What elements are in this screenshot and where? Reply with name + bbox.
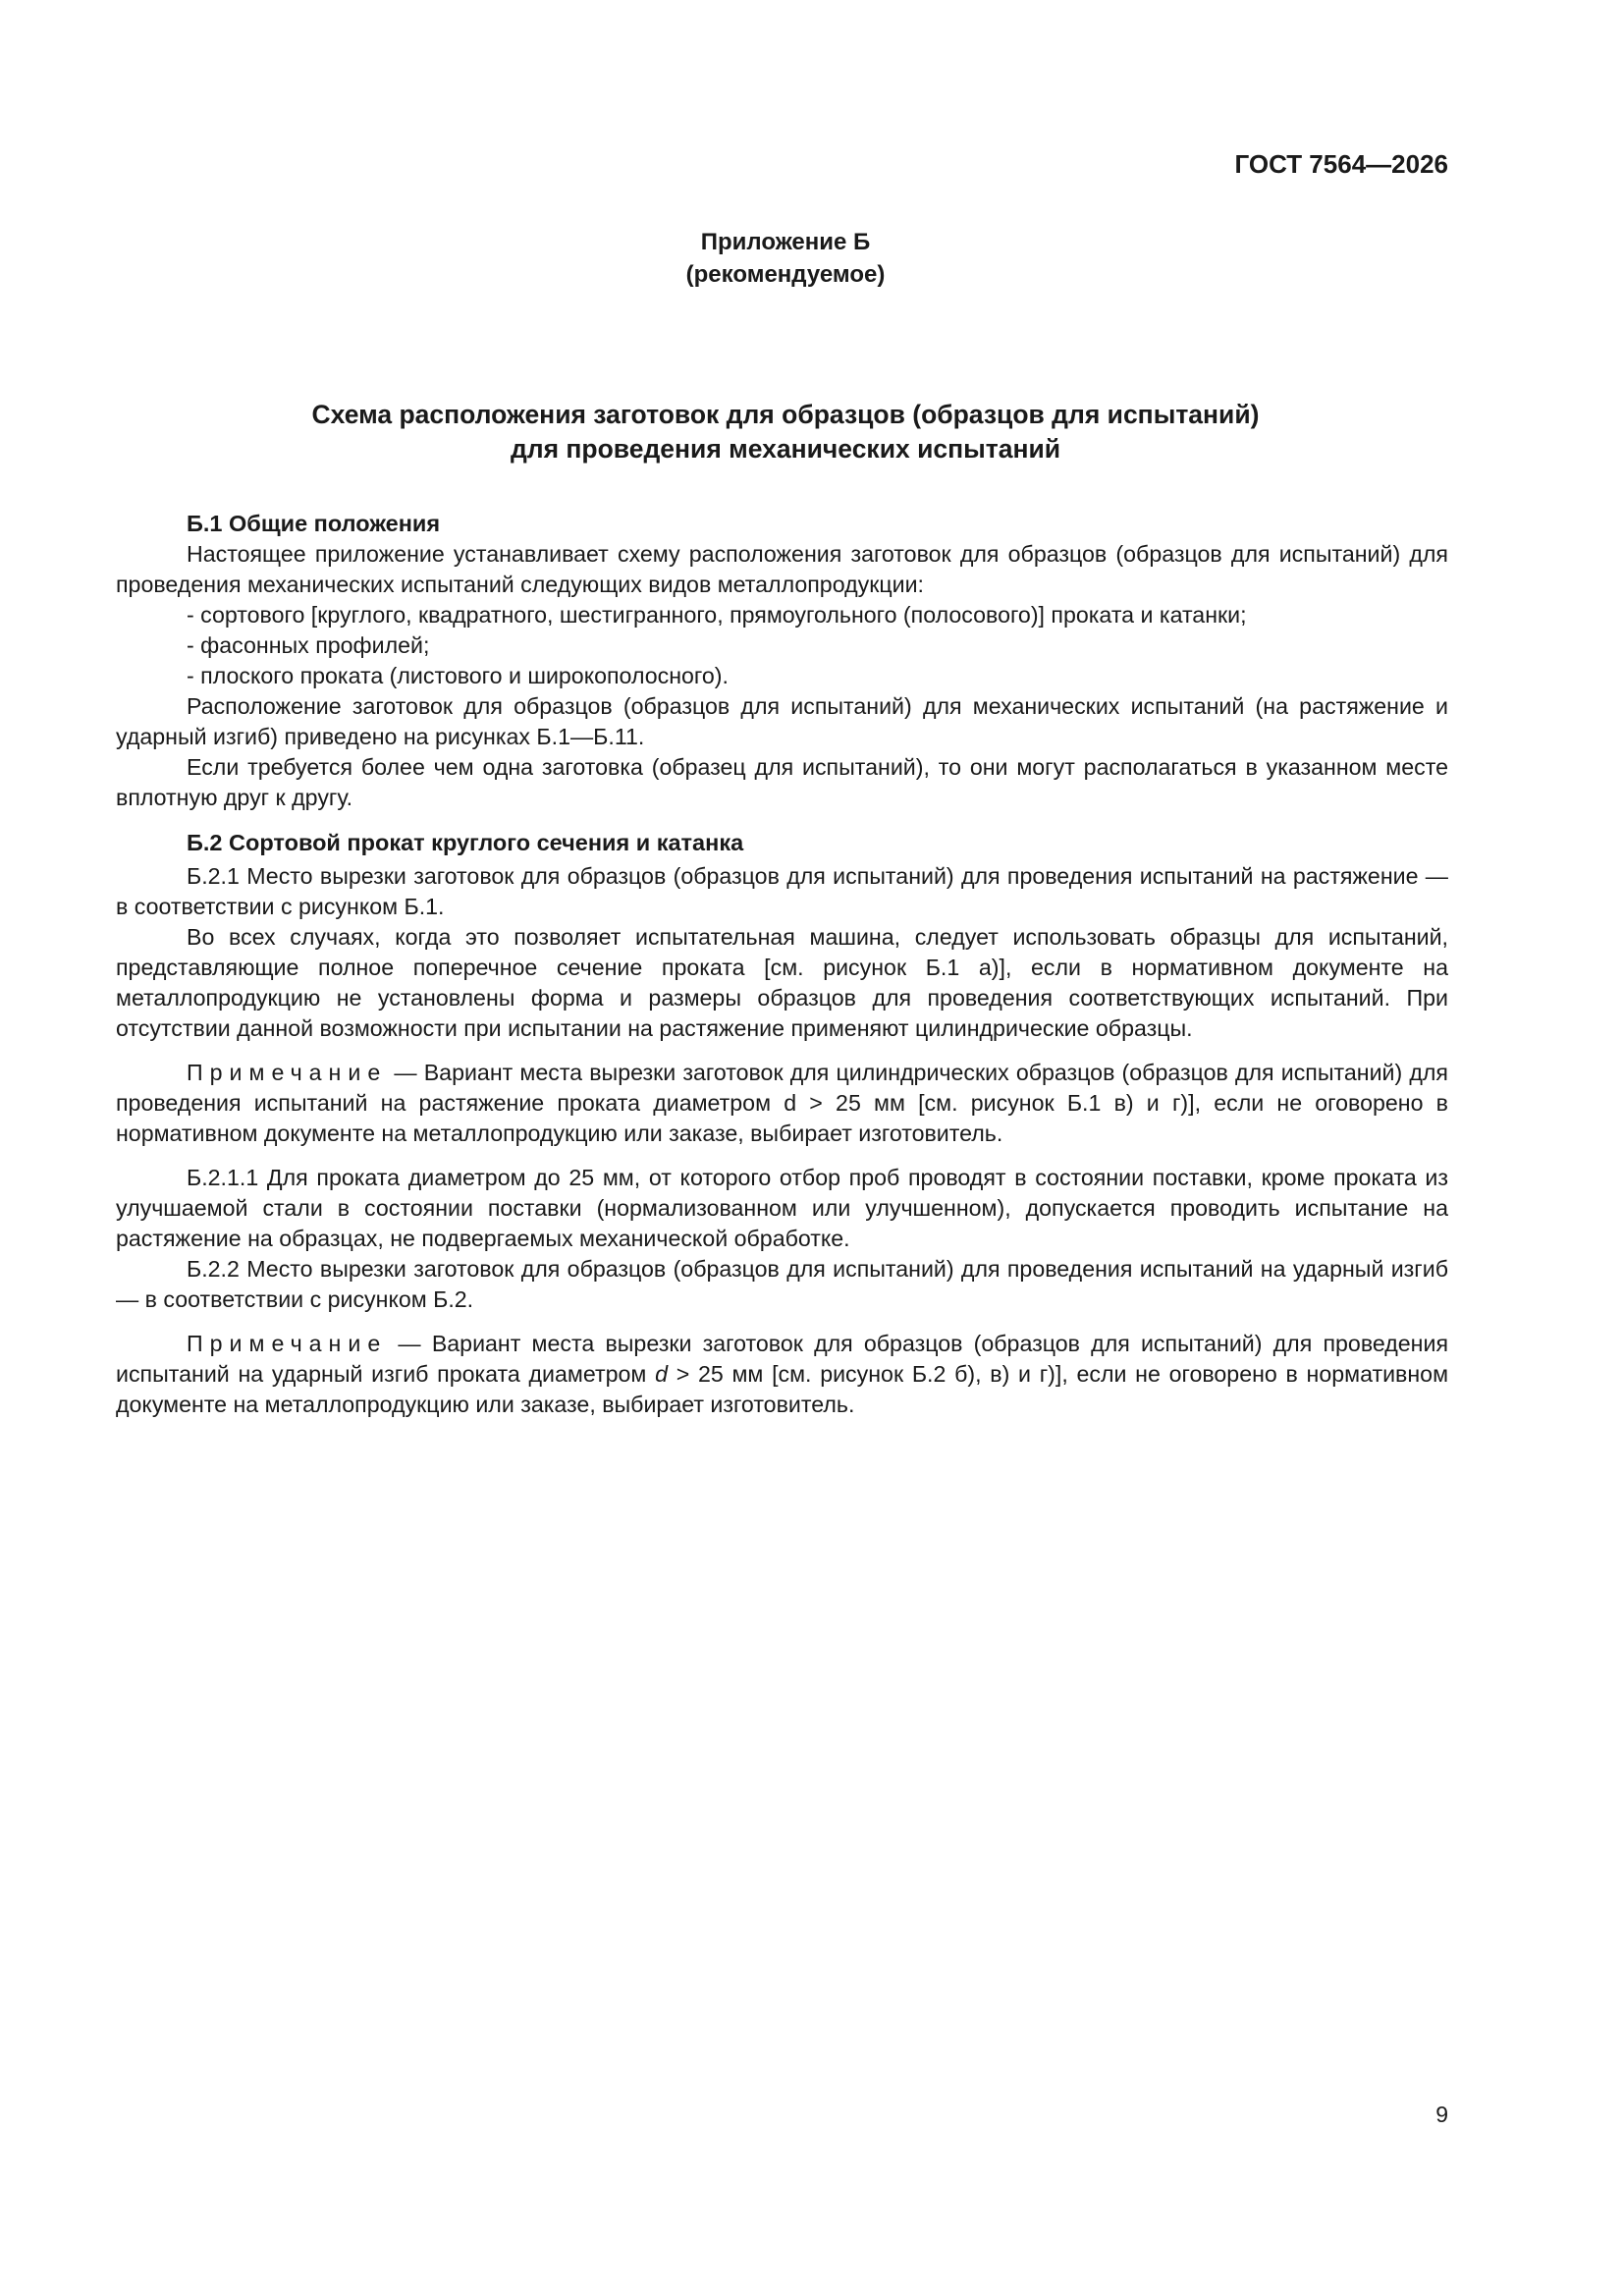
note-label: Примечание — [187, 1060, 388, 1085]
list-item: - сортового [круглого, квадратного, шестигранного, прямоугольного (полосового)] проката и катанки; — [187, 602, 1247, 628]
paragraph: Настоящее приложение устанавливает схему расположения заготовок для образцов (образцов для испытаний) для проведения механических испытаний следующих видов металлопродукции: — [116, 541, 1448, 597]
note-text: > 25 мм [см. рисунок Б.2 б), в) и г)], если не оговорено в нормативном документе на металлопродукцию или заказе, выбирает изготовитель. — [116, 1361, 1449, 1417]
note-label: Примечание — [187, 1331, 388, 1356]
note-variable: d — [655, 1361, 668, 1387]
note-text: — Вариант места вырезки заготовок для цилиндрических образцов (образцов для испытаний) для проведения испытаний на растяжение проката диаметром d > 25 мм [см. рисунок Б.1 в) и г)], если не оговорено в нормативном документе на металлопродукцию или заказе, выбирает изготовитель. — [116, 1060, 1448, 1146]
page-title — [0, 398, 1571, 466]
list-item: - фасонных профилей; — [187, 632, 430, 658]
document-body — [116, 508, 1448, 1420]
list-item: - плоского проката (листового и широкополосного). — [187, 663, 729, 688]
section-b1-heading: Б.1 Общие положения — [187, 511, 441, 536]
appendix-heading — [0, 226, 1571, 291]
page-number: 9 — [1435, 2102, 1448, 2127]
paragraph: Расположение заготовок для образцов (образцов для испытаний) для механических испытаний (на растяжение и ударный изгиб) приведено на рисунках Б.1—Б.11. — [116, 693, 1448, 749]
note-text: — Вариант места вырезки заготовок для образцов (образцов для испытаний) для проведения испытаний на ударный изгиб проката диаметром — [116, 1331, 1448, 1387]
appendix-title: Приложение Б — [700, 229, 871, 255]
paragraph: Б.2.2 Место вырезки заготовок для образцов (образцов для испытаний) для проведения испытаний на ударный изгиб — в соответствии с рисунком Б.2. — [116, 1256, 1448, 1312]
page-title-line-2: для проведения механических испытаний — [510, 434, 1061, 464]
appendix-subtitle: (рекомендуемое) — [685, 261, 886, 288]
paragraph: Б.2.1.1 Для проката диаметром до 25 мм, от которого отбор проб проводят в состоянии поставки, кроме проката из улучшаемой стали в состоянии поставки (нормализованном или улучшенном), допускается проводить испытание на растяжение на образцах, не подвергаемых механической обработке. — [116, 1165, 1448, 1251]
note — [116, 1058, 1448, 1149]
paragraph: Во всех случаях, когда это позволяет испытательная машина, следует использовать образцы для испытаний, представляющие полное поперечное сечение проката [см. рисунок Б.1 а)], если в нормативном документе на металлопродукцию не установлены форма и размеры образцов для проведения соответствующих испытаний. При отсутствии данной возможности при испытании на растяжение применяют цилиндрические образцы. — [116, 924, 1448, 1041]
section-b2-heading: Б.2 Сортовой прокат круглого сечения и катанка — [187, 830, 744, 855]
note — [116, 1329, 1448, 1420]
page-title-line-1: Схема расположения заготовок для образцов (образцов для испытаний) — [311, 400, 1260, 429]
document-code: ГОСТ 7564—2026 — [1234, 149, 1448, 179]
paragraph: Б.2.1 Место вырезки заготовок для образцов (образцов для испытаний) для проведения испытаний на растяжение — в соответствии с рисунком Б.1. — [116, 863, 1448, 919]
paragraph: Если требуется более чем одна заготовка (образец для испытаний), то они могут располагаться в указанном месте вплотную друг к другу. — [116, 754, 1448, 810]
